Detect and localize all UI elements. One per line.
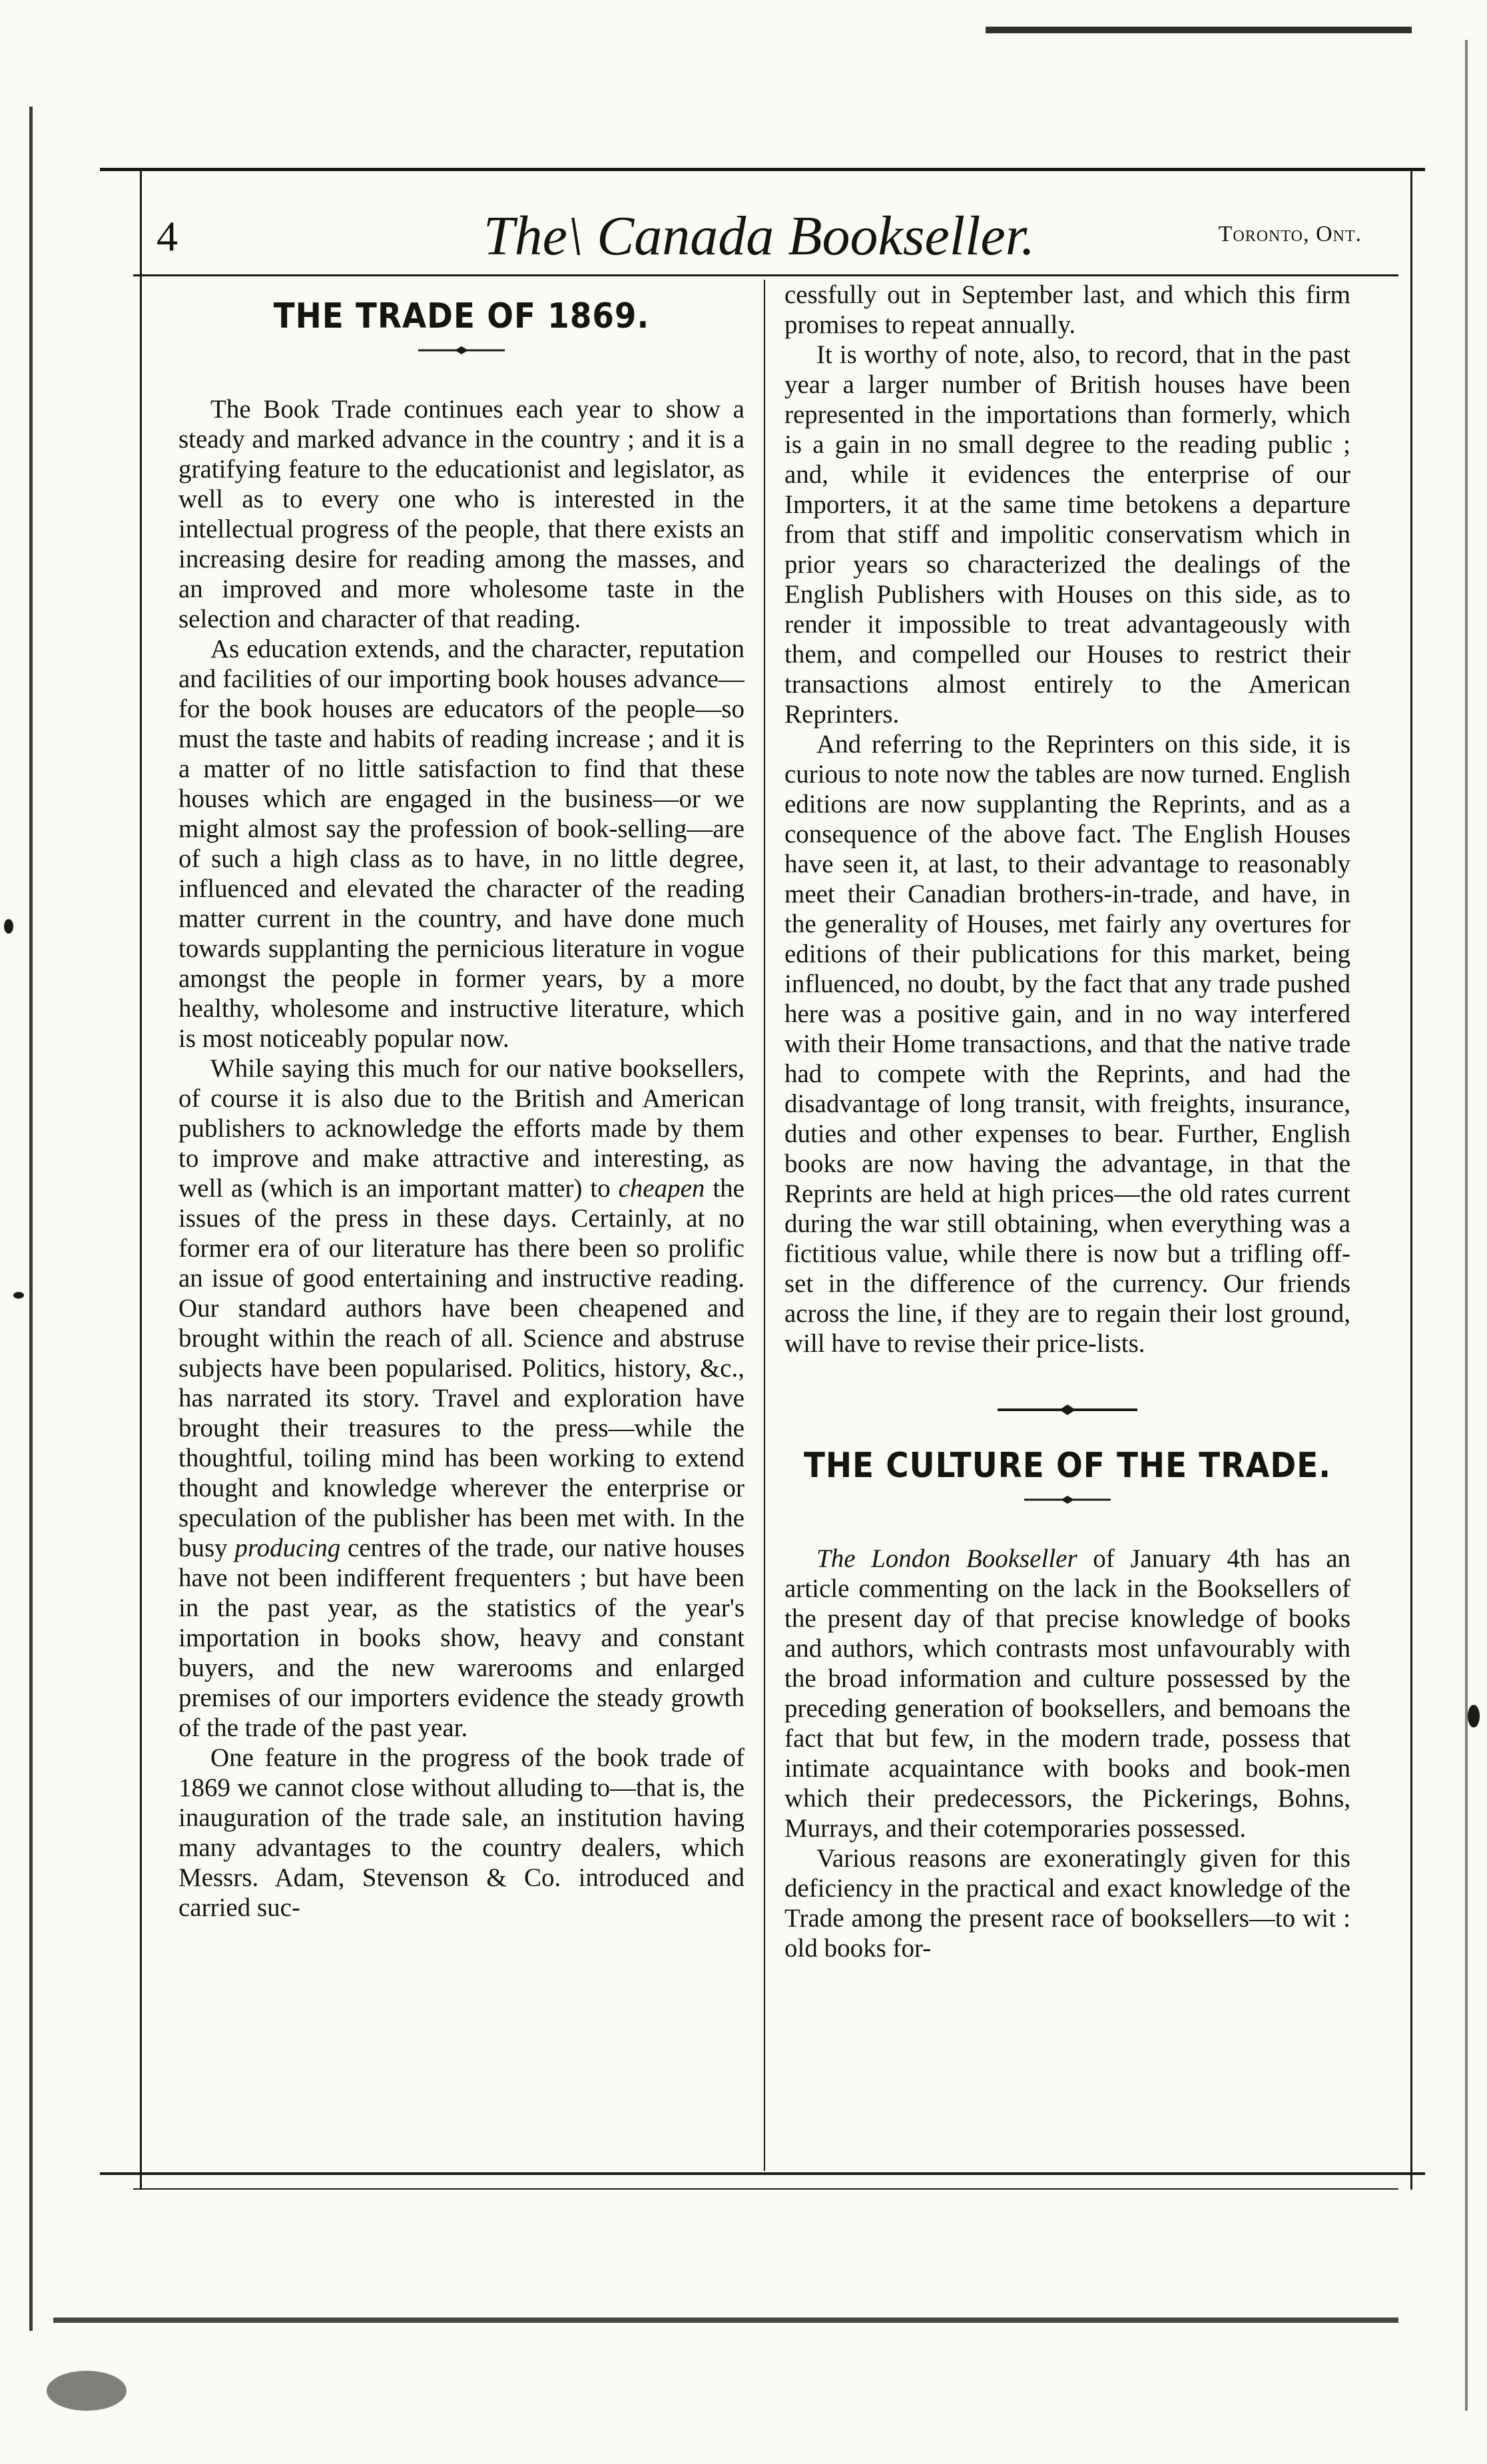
ink-speck bbox=[13, 1292, 24, 1299]
article-title-culture-of-trade: THE CULTURE OF THE TRADE. bbox=[803, 1446, 1332, 1486]
running-header bbox=[143, 200, 1375, 280]
place-of-publication: Toronto, Ont. bbox=[1218, 222, 1362, 246]
top-edge-mark bbox=[986, 27, 1412, 33]
column-divider bbox=[764, 280, 765, 2171]
paragraph: As education extends, and the character, reputation and facilities of our importing book houses advance—for the book houses are educators of the people—so must the taste and habits of reading increase ; and it is a matter of no little satisfaction to find that these houses which are engaged in the business—or we might almost say the profession of book-selling—are of such a high class as to have, in no little degree, influenced and elevated the character of the reading matter current in the country, and have done much towards supplanting the pernicious literature in vogue amongst the people in former years, by a more healthy, wholesome and instructive literature, which is most noticeably popular now. bbox=[178, 635, 744, 1053]
article-title-trade-1869: THE TRADE OF 1869. bbox=[273, 296, 650, 336]
ink-speck bbox=[47, 2371, 127, 2411]
emphasis-producing: producing bbox=[234, 1534, 341, 1562]
footer-rule-bottom bbox=[133, 2188, 1398, 2190]
section-divider-ornament bbox=[998, 1401, 1137, 1418]
edge-mark-left bbox=[29, 107, 33, 2331]
paragraph bbox=[784, 1544, 1350, 1843]
ink-speck bbox=[4, 919, 13, 934]
left-column bbox=[178, 280, 744, 2158]
footer-rule-top bbox=[100, 2172, 1425, 2175]
paragraph: It is worthy of note, also, to record, that in the past year a larger number of British houses have been represented in the importations than formerly, which is a gain in no small degree to the reading public ; and, while it evidences the enterprise of our Importers, it at the same time betokens a departure from that stiff and impolitic conservatism which in prior years so characterized the dealings of the English Publishers with Houses on this side, as to render it impossible to treat advantageously with them, and compelled our Houses to restrict their transactions almost entirely to the American Reprinters. bbox=[784, 340, 1350, 729]
bottom-edge-mark bbox=[53, 2317, 1398, 2323]
emphasis-cheapen: cheapen bbox=[618, 1174, 705, 1203]
paragraph-text: of January 4th has an article commenting on the lack in the Booksellers of the present day of that precise knowledge of books and authors, which contrasts most unfavourably with the broad information and culture possessed by the preceding generation of booksellers, and bemoans the fact that but few, in the modern trade, possess that intimate acquaintance with books and book-men which their predecessors, the Pickerings, Bohns, Murrays, and their cotemporaries possessed. bbox=[784, 1544, 1350, 1843]
publication-title: The London Bookseller bbox=[816, 1544, 1077, 1573]
paragraph-text: While saying this much for our native booksellers, of course it is also due to the British and American publishers to acknowledge the efforts made by them to improve and make attractive and interesting, as well as (which is an important matter) to bbox=[178, 1054, 744, 1203]
title-ornament-rule bbox=[418, 344, 505, 357]
paragraph-text: the issues of the press in these days. Certainly, at no former era of our literature has there been so prolific an issue of good entertaining and instructive reading. Our standard authors have been cheapened and brought within the reach of all. Science and abstruse subjects have been popularised. Politics, history, &c., has narrated its story. Travel and exploration have brought their treasures to the press—while the thoughtful, toiling mind has been working to extend thought and knowledge wherever the enterprise or speculation of the publisher has been met with. In the busy bbox=[178, 1174, 744, 1562]
frame-left-rule bbox=[140, 168, 142, 2190]
edge-mark-right bbox=[1465, 40, 1468, 2411]
frame-right-rule bbox=[1410, 168, 1412, 2190]
paragraph: The Book Trade continues each year to show a steady and marked advance in the country ; and it is a gratifying feature to the educationist and legislator, as well as to every one who is interested in the intellectual progress of the people, that there exists an increasing desire for reading among the masses, and an improved and more wholesome taste in the selection and character of that reading. bbox=[178, 395, 744, 633]
ink-speck bbox=[1468, 1705, 1480, 1727]
right-column bbox=[784, 280, 1350, 2158]
title-ornament-rule bbox=[1024, 1493, 1111, 1506]
paragraph-text: centres of the trade, our native houses have not been indifferent frequenters ; but have been in the past year, as the statistics of the year's importation in books show, heavy and constant buyers, and the new warerooms and enlarged premises of our importers evidence the steady growth of the trade of the past year. bbox=[178, 1534, 744, 1742]
page-number: 4 bbox=[156, 212, 178, 260]
paragraph-continued: cessfully out in September last, and which this firm promises to repeat annually. bbox=[784, 280, 1350, 339]
paragraph: Various reasons are exoneratingly given for this deficiency in the practical and exact knowledge of the Trade among the present race of booksellers—to wit : old books for- bbox=[784, 1844, 1350, 1963]
paragraph: And referring to the Reprinters on this side, it is curious to note now the tables are now turned. English editions are now supplanting the Reprints, and as a consequence of the above fact. The English Houses have seen it, at last, to their advantage to reasonably meet their Canadian brothers-in-trade, and have, in the generality of Houses, met fairly any overtures for editions of their publications for this market, being influenced, no doubt, by the fact that any trade pushed here was a positive gain, and in no way interfered with their Home transactions, and that the native trade had to compete with the Reprints, and had the disadvantage of long transit, with freights, insurance, duties and other expenses to bear. Further, English books are now having the advantage, in that the Reprints are held at high prices—the old rates current during the war still obtaining, when everything was a fictitious value, while there is now but a trifling off-set in the difference of the currency. Our friends across the line, if they are to regain their lost ground, will have to revise their price-lists. bbox=[784, 730, 1350, 1358]
running-title: The\ Canada Bookseller. bbox=[483, 205, 1036, 267]
paragraph bbox=[178, 1054, 744, 1743]
header-top-rule bbox=[100, 168, 1425, 171]
paragraph: One feature in the progress of the book trade of 1869 we cannot close without alluding to—that is, the inauguration of the trade sale, an institution having many advantages to the country dealers, which Messrs. Adam, Stevenson & Co. introduced and carried suc- bbox=[178, 1743, 744, 1922]
